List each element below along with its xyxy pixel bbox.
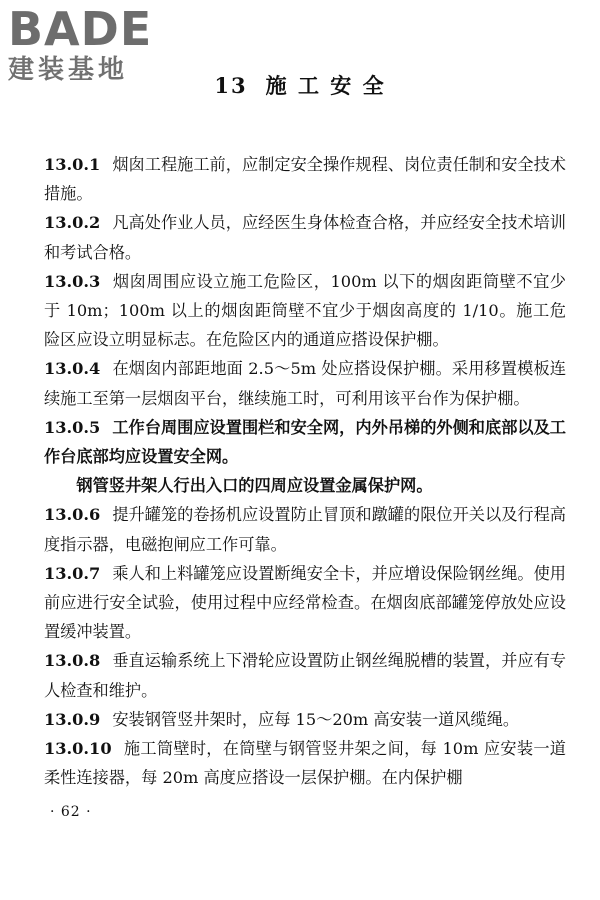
clause-text: 安装钢管竖井架时，应每 15～20m 高安装一道风缆绳。 (112, 709, 520, 729)
clause-13-0-5 (44, 413, 566, 471)
clause-number: 13.0.6 (44, 505, 101, 525)
clause-number: 13.0.10 (44, 739, 112, 759)
clause-13-0-4 (44, 354, 566, 412)
clause-number: 13.0.9 (44, 709, 101, 729)
page-number: · 62 · (50, 804, 92, 820)
clause-13-0-9 (44, 705, 566, 734)
chapter-title-text: 施 工 安 全 (265, 73, 386, 98)
clause-text: 凡高处作业人员，应经医生身体检查合格，并应经安全技术培训和考试合格。 (44, 213, 566, 262)
clause-number: 13.0.1 (44, 155, 101, 174)
clause-text: 钢管竖井架人行出入口的四周应设置金属保护网。 (76, 476, 433, 496)
clause-text: 在烟囱内部距地面 2.5～5m 处应搭设保护棚。采用移置模板连续施工至第一层烟囱平台，继续施工时，可利用该平台作为保护棚。 (44, 359, 566, 408)
clause-13-0-7 (44, 559, 566, 647)
clause-text: 工作台周围应设置围栏和安全网，内外吊梯的外侧和底部以及工作台底部均应设置安全网。 (44, 417, 566, 467)
logo-wordmark: BADE (8, 2, 153, 56)
logo-subtitle: 建装基地 (8, 55, 129, 85)
clause-13-0-10 (44, 734, 566, 792)
clause-text: 烟囱周围应设立施工危险区，100m 以下的烟囱距筒壁不宜少于 10m；100m 以上的烟囱距筒壁不宜少于烟囱高度的 1/10。施工危险区应设立明显标志。在危险区内的通道应搭设保护棚。 (44, 271, 566, 350)
clause-13-0-8 (44, 646, 566, 704)
clause-text: 提升罐笼的卷扬机应设置防止冒顶和蹾罐的限位开关以及行程高度指示器，电磁抱闸应工作可靠。 (44, 505, 566, 554)
chapter-number: 13 (214, 73, 248, 98)
clause-13-0-6 (44, 500, 566, 558)
clause-number: 13.0.5 (44, 417, 101, 437)
clause-number: 13.0.8 (44, 651, 101, 671)
clause-13-0-2 (44, 208, 566, 266)
clause-list (44, 150, 566, 792)
clause-13-0-5-paragraph-2 (44, 471, 566, 500)
clause-number: 13.0.2 (44, 213, 101, 233)
clause-text: 烟囱工程施工前，应制定安全操作规程、岗位责任制和安全技术措施。 (44, 155, 566, 204)
clause-text: 乘人和上料罐笼应设置断绳安全卡，并应增设保险钢丝绳。使用前应进行安全试验，使用过程中应经常检查。在烟囱底部罐笼停放处应设置缓冲装置。 (44, 563, 566, 642)
clause-number: 13.0.3 (44, 271, 101, 291)
clause-number: 13.0.7 (44, 563, 101, 583)
clause-13-0-3 (44, 267, 566, 355)
clause-13-0-1 (44, 150, 566, 208)
clause-text: 施工筒壁时，在筒壁与钢管竖井架之间，每 10m 应安装一道柔性连接器，每 20m 高度应搭设一层保护棚。在内保护棚 (44, 739, 566, 788)
clause-text: 垂直运输系统上下滑轮应设置防止钢丝绳脱槽的装置，并应有专人检查和维护。 (44, 651, 566, 700)
clause-number: 13.0.4 (44, 359, 101, 379)
chapter-title (0, 70, 600, 100)
